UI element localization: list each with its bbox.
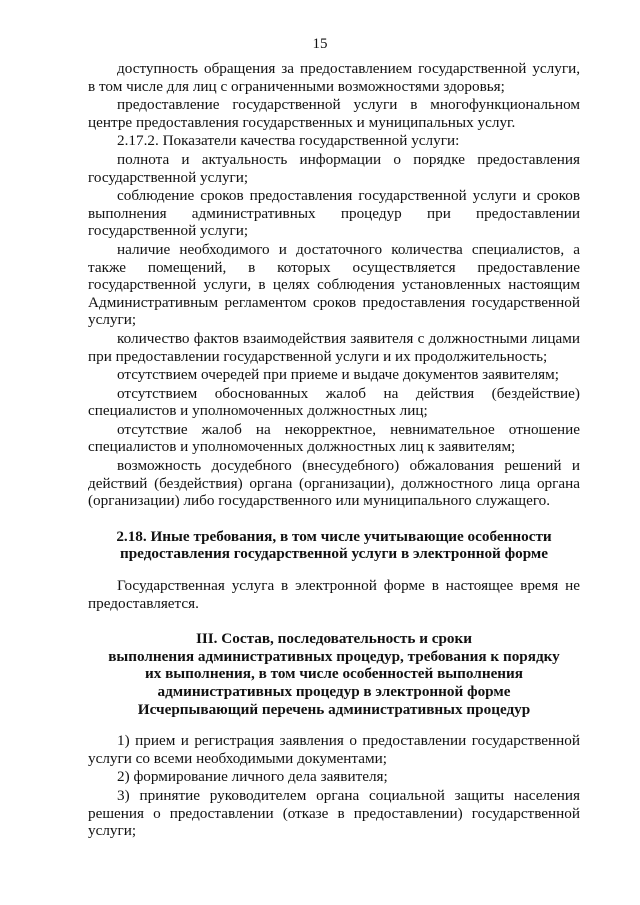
paragraph: доступность обращения за предоставлением государственной услуги, в том числе для лиц с ограниченными возможностями здоровья; bbox=[88, 60, 580, 95]
list-item: 2) формирование личного дела заявителя; bbox=[117, 768, 388, 786]
section-heading-2-18-line-2: предоставления государственной услуги в электронной форме bbox=[119, 545, 549, 563]
paragraph: отсутствием очередей при приеме и выдаче документов заявителям; bbox=[117, 366, 559, 384]
section-heading-3-line-2: выполнения административных процедур, требования к порядку bbox=[108, 647, 560, 665]
section-heading-3-line-1: III. Состав, последовательность и сроки bbox=[195, 630, 473, 648]
section-heading-3-line-3: их выполнения, в том числе особенностей выполнения bbox=[144, 665, 524, 683]
page-number: 15 bbox=[312, 36, 328, 52]
paragraph: Государственная услуга в электронной форме в настоящее время не предоставляется. bbox=[88, 577, 580, 612]
paragraph: возможность досудебного (внесудебного) обжалования решений и действий (бездействия) органа (организации), должностного лица органа (организации) либо государственного или муниципального служащего. bbox=[88, 457, 580, 510]
page-content bbox=[88, 60, 580, 841]
paragraph: соблюдение сроков предоставления государственной услуги и сроков выполнения административных процедур при предоставлении государственной услуги; bbox=[88, 187, 580, 240]
paragraph: предоставление государственной услуги в многофункциональном центре предоставления государственных и муниципальных услуг. bbox=[88, 96, 580, 131]
section-heading-3-line-5: Исчерпывающий перечень административных процедур bbox=[137, 700, 531, 718]
list-item: 1) прием и регистрация заявления о предоставлении государственной услуги со всеми необходимыми документами; bbox=[88, 732, 580, 767]
paragraph: отсутствием обоснованных жалоб на действия (бездействие) специалистов и уполномоченных должностных лиц; bbox=[88, 384, 580, 420]
paragraph: количество фактов взаимодействия заявителя с должностными лицами при предоставлении государственной услуги и их продолжительность; bbox=[88, 329, 580, 365]
section-heading-3-line-4: административных процедур в электронной форме bbox=[157, 683, 511, 700]
paragraph: отсутствие жалоб на некорректное, невнимательное отношение специалистов и уполномоченных должностных лиц к заявителям; bbox=[88, 420, 580, 456]
paragraph: полнота и актуальность информации о порядке предоставления государственной услуги; bbox=[88, 150, 580, 186]
paragraph: наличие необходимого и достаточного количества специалистов, а также помещений, в которых осуществляется предоставление государственной услуги, в целях соблюдения установленных настоящим Административным регламентом сроков предоставления государственной услуги; bbox=[88, 240, 580, 329]
list-item: 3) принятие руководителем органа социальной защиты населения решения о предоставлении (отказе в предоставлении) государственной услуги; bbox=[88, 786, 580, 840]
subsection-title: 2.17.2. Показатели качества государственной услуги: bbox=[117, 132, 460, 150]
section-heading-2-18-line-1: 2.18. Иные требования, в том числе учитывающие особенности bbox=[116, 527, 552, 545]
